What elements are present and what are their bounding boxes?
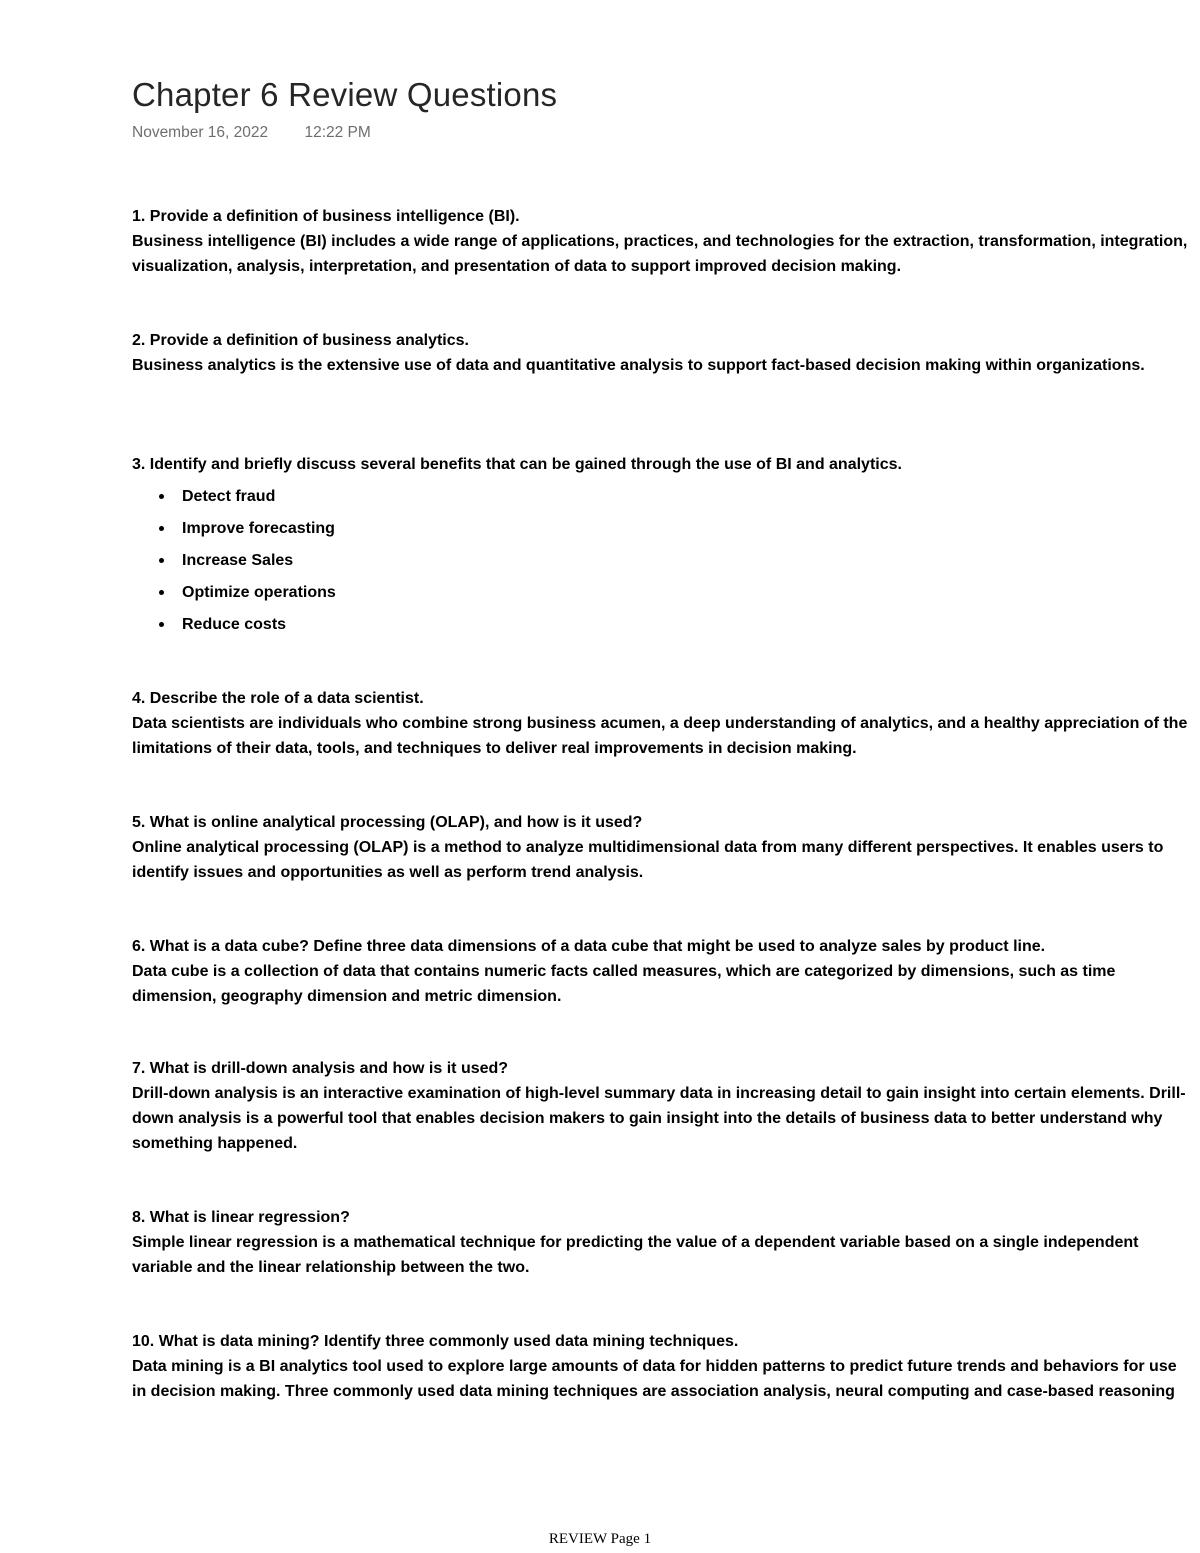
answer-text: Data mining is a BI analytics tool used to explore large amounts of data for hidden patterns to predict future trends and behaviors for use in decision making. Three commonly used data mining techniques are association analysis, neural computing and case-based reasoning bbox=[132, 1358, 1177, 1400]
page-time: 12:22 PM bbox=[304, 124, 371, 141]
question-block-7 bbox=[132, 1056, 1192, 1156]
question-text: 2. Provide a definition of business analytics. bbox=[132, 332, 469, 349]
question-text: 7. What is drill-down analysis and how is it used? bbox=[132, 1060, 509, 1077]
answer-text: Business intelligence (BI) includes a wide range of applications, practices, and technologies for the extraction, transformation, integration, visualization, analysis, interpretation, and presentation of data to support improved decision making. bbox=[132, 233, 1188, 275]
list-item bbox=[132, 545, 902, 577]
question-text: 4. Describe the role of a data scientist. bbox=[132, 690, 424, 707]
question-text: 3. Identify and briefly discuss several benefits that can be gained through the use of BI and analytics. bbox=[132, 456, 902, 473]
question-text: 10. What is data mining? Identify three commonly used data mining techniques. bbox=[132, 1333, 739, 1350]
answer-text: Business analytics is the extensive use of data and quantitative analysis to support fact-based decision making within organizations. bbox=[132, 357, 1145, 374]
question-block-3 bbox=[132, 452, 902, 641]
list-item-text: Reduce costs bbox=[182, 616, 287, 633]
bullet-icon bbox=[159, 526, 164, 531]
list-item-text: Optimize operations bbox=[182, 584, 336, 601]
answer-text: Data cube is a collection of data that contains numeric facts called measures, which are categorized by dimensions, such as time dimension, geography dimension and metric dimension. bbox=[132, 963, 1116, 1005]
bullet-icon bbox=[159, 590, 164, 595]
list-item-text: Increase Sales bbox=[182, 552, 294, 569]
answer-text: Data scientists are individuals who combine strong business acumen, a deep understanding of analytics, and a healthy appreciation of the limitations of their data, tools, and techniques to deliver real improvements in decision making. bbox=[132, 715, 1188, 757]
answer-text: Online analytical processing (OLAP) is a method to analyze multidimensional data from many different perspectives. It enables users to identify issues and opportunities as well as perform trend analysis. bbox=[132, 839, 1164, 881]
page-title: Chapter 6 Review Questions bbox=[132, 76, 558, 113]
page-date: November 16, 2022 bbox=[132, 124, 269, 141]
question-text: 6. What is a data cube? Define three data dimensions of a data cube that might be used to analyze sales by product line. bbox=[132, 938, 1046, 955]
answer-text: Simple linear regression is a mathematical technique for predicting the value of a dependent variable based on a single independent variable and the linear relationship between the two. bbox=[132, 1234, 1139, 1276]
question-block-8 bbox=[132, 1205, 1192, 1280]
bullet-icon bbox=[159, 494, 164, 499]
question-block-5 bbox=[132, 810, 1192, 885]
list-item bbox=[132, 481, 902, 513]
page-meta bbox=[132, 124, 371, 142]
list-item-text: Improve forecasting bbox=[182, 520, 335, 537]
list-item-text: Detect fraud bbox=[182, 488, 276, 505]
bullet-icon bbox=[159, 622, 164, 627]
question-text: 5. What is online analytical processing (OLAP), and how is it used? bbox=[132, 814, 643, 831]
page-footer: REVIEW Page 1 bbox=[548, 1531, 652, 1547]
question-block-1 bbox=[132, 204, 1192, 279]
answer-text: Drill-down analysis is an interactive examination of high-level summary data in increasing detail to gain insight into certain elements. Drill-down analysis is a powerful tool that enables decision makers to gain insight into the details of business data to better understand why something happened. bbox=[132, 1085, 1186, 1152]
list-item bbox=[132, 577, 902, 609]
list-item bbox=[132, 513, 902, 545]
list-item bbox=[132, 609, 902, 641]
question-text: 8. What is linear regression? bbox=[132, 1209, 350, 1226]
question-block-4 bbox=[132, 686, 1192, 761]
question-block-6 bbox=[132, 934, 1192, 1009]
bullet-icon bbox=[159, 558, 164, 563]
question-block-2 bbox=[132, 328, 1145, 378]
benefits-list bbox=[132, 481, 902, 641]
question-block-10 bbox=[132, 1329, 1192, 1404]
question-text: 1. Provide a definition of business intelligence (BI). bbox=[132, 208, 520, 225]
